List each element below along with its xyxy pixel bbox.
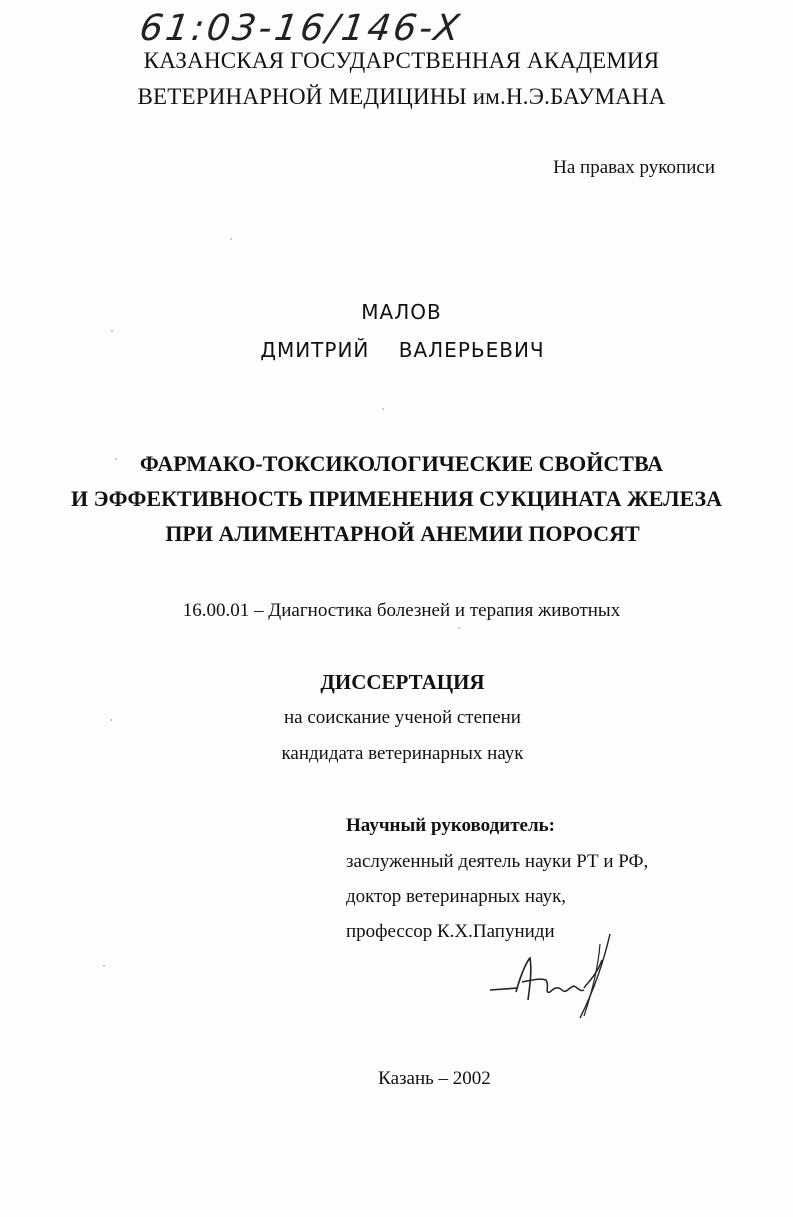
scan-speck <box>110 719 112 721</box>
scan-speck <box>230 238 232 240</box>
scan-speck <box>115 458 117 460</box>
scan-speck <box>382 408 384 410</box>
specialty-code: 16.00.01 – Диагностика болезней и терапия животных <box>182 600 621 621</box>
scan-speck <box>103 965 105 967</box>
author-given-names: ДМИТРИЙ ВАЛЕРЬЕВИЧ <box>260 338 545 362</box>
institution-line-1: КАЗАНСКАЯ ГОСУДАРСТВЕННАЯ АКАДЕМИЯ <box>143 48 660 73</box>
dissertation-degree-line-1: на соискание ученой степени <box>284 707 521 728</box>
supervisor-line-3: профессор К.Х.Папуниди <box>346 921 555 942</box>
title-line-1: ФАРМАКО-ТОКСИКОЛОГИЧЕСКИЕ СВОЙСТВА <box>139 451 664 476</box>
scan-speck <box>458 627 460 629</box>
title-line-2: И ЭФФЕКТИВНОСТЬ ПРИМЕНЕНИЯ СУКЦИНАТА ЖЕЛЕЗА <box>70 486 723 511</box>
supervisor-line-1: заслуженный деятель науки РТ и РФ, <box>346 851 649 872</box>
archive-code-handwritten: 61:03-16/146-X <box>137 8 465 49</box>
scan-speck <box>111 330 113 332</box>
supervisor-label: Научный руководитель: <box>346 815 555 836</box>
supervisor-line-2: доктор ветеринарных наук, <box>346 886 567 907</box>
dissertation-degree-line-2: кандидата ветеринарных наук <box>281 743 524 764</box>
rights-note: На правах рукописи <box>553 157 715 178</box>
city-year: Казань – 2002 <box>378 1068 491 1089</box>
dissertation-label: ДИССЕРТАЦИЯ <box>320 670 485 694</box>
title-line-3: ПРИ АЛИМЕНТАРНОЙ АНЕМИИ ПОРОСЯТ <box>165 521 640 546</box>
supervisor-signature <box>488 930 618 1025</box>
institution-line-2: ВЕТЕРИНАРНОЙ МЕДИЦИНЫ им.Н.Э.БАУМАНА <box>137 84 666 109</box>
author-surname: МАЛОВ <box>361 300 442 324</box>
